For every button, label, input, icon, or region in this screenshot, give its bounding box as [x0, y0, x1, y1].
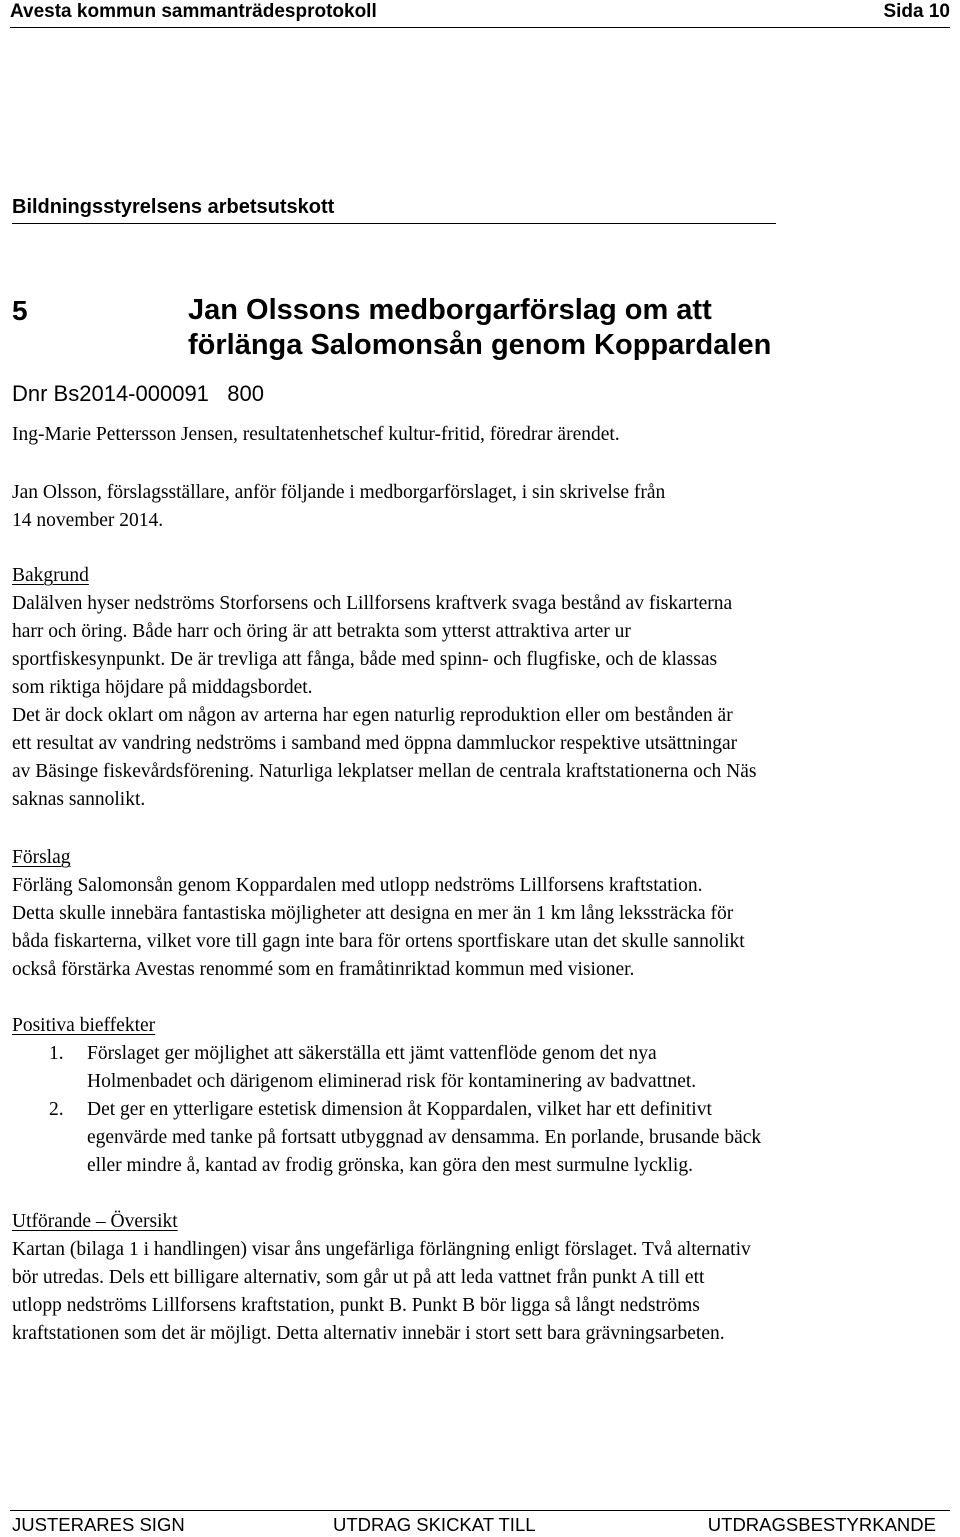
list-item-line: Holmenbadet och därigenom eliminerad risk för kontaminering av badvattnet.	[87, 1071, 697, 1092]
bakgrund-heading: Bakgrund	[12, 565, 89, 586]
section-positiva	[12, 1012, 952, 1180]
forslag-line: båda fiskarterna, vilket vore till gagn inte bara för ortens sportfiskare utan det skulle sannolikt	[12, 931, 745, 952]
committee-divider	[12, 223, 776, 224]
bakgrund-line: Det är dock oklart om någon av arterna har egen naturlig reproduktion eller om bestånden är	[12, 705, 733, 726]
utforande-line: Kartan (bilaga 1 i handlingen) visar åns ungefärliga förlängning enligt förslaget. Två alternativ	[12, 1239, 751, 1260]
intro-paragraph	[12, 421, 952, 449]
bakgrund-line: ett resultat av vandring nedströms i samband med öppna dammluckor respektive utsättningar	[12, 733, 738, 754]
section-number: 5	[12, 295, 28, 326]
forslag-heading: Förslag	[12, 847, 71, 868]
diary-number: Dnr Bs2014-000091 800	[12, 381, 264, 406]
utforande-line: kraftstationen som det är möjligt. Detta alternativ innebär i stort sett bara grävningsarbeten.	[12, 1323, 725, 1344]
list-item-line: Förslaget ger möjlighet att säkerställa ett jämt vattenflöde genom det nya	[87, 1043, 657, 1064]
section-forslag	[12, 844, 952, 984]
footer-divider	[10, 1510, 950, 1511]
bakgrund-line: saknas sannolikt.	[12, 789, 146, 810]
footer-utdragsbestyrkande: UTDRAGSBESTYRKANDE	[707, 1514, 936, 1535]
bakgrund-line: av Bäsinge fiskevårdsförening. Naturliga lekplatser mellan de centrala kraftstationerna och Näs	[12, 761, 757, 782]
forslag-line: också förstärka Avestas renommé som en framåtinriktad kommun med visioner.	[12, 959, 635, 980]
header-divider	[10, 27, 950, 28]
intro-line: 14 november 2014.	[12, 510, 164, 531]
forslag-line: Förläng Salomonsån genom Koppardalen med utlopp nedströms Lillforsens kraftstation.	[12, 875, 703, 896]
bakgrund-line: Dalälven hyser nedströms Storforsens och Lillforsens kraftverk svaga bestånd av fiskarterna	[12, 593, 733, 614]
section-title-line: Jan Olssons medborgarförslag om att	[188, 294, 712, 326]
bakgrund-line: sportfiskesynpunkt. De är trevliga att fånga, både med spinn- och flugfiske, och de klassas	[12, 649, 718, 670]
document-title: Avesta kommun sammanträdesprotokoll	[10, 1, 377, 22]
page-header	[10, 0, 950, 24]
footer-utdrag-skickat: UTDRAG SKICKAT TILL	[333, 1514, 536, 1535]
utforande-line: utlopp nedströms Lillforsens kraftstation, punkt B. Punkt B bör ligga så långt nedströms	[12, 1295, 700, 1316]
list-item-number: 1.	[49, 1043, 64, 1064]
list-item-number: 2.	[49, 1099, 64, 1120]
bakgrund-line: harr och öring. Både harr och öring är att betrakta som ytterst attraktiva arter ur	[12, 621, 631, 642]
list-item	[12, 1096, 952, 1180]
list-item-line: eller mindre å, kantad av frodig grönska, kan göra den mest surmulne lycklig.	[87, 1155, 693, 1176]
section-title-line: förlänga Salomonsån genom Koppardalen	[188, 329, 772, 361]
bakgrund-line: som riktiga höjdare på middagsbordet.	[12, 677, 313, 698]
forslag-line: Detta skulle innebära fantastiska möjligheter att designa en mer än 1 km lång lekssträcka för	[12, 903, 734, 924]
section-title	[188, 293, 948, 363]
committee-name: Bildningsstyrelsens arbetsutskott	[12, 196, 335, 218]
list-item-line: egenvärde med tanke på fortsatt utbyggnad av densamma. En porlande, brusande bäck	[87, 1127, 762, 1148]
utforande-line: bör utredas. Dels ett billigare alternativ, som går ut på att leda vattnet från punkt A till ett	[12, 1267, 705, 1288]
footer-justerares-sign: JUSTERARES SIGN	[12, 1514, 185, 1535]
list-item-line: Det ger en ytterligare estetisk dimension åt Koppardalen, vilket har ett definitivt	[87, 1099, 712, 1120]
intro-paragraph	[12, 479, 952, 535]
page-number: Sida 10	[883, 1, 950, 22]
section-bakgrund	[12, 562, 952, 814]
effects-list	[12, 1040, 952, 1180]
section-utforande	[12, 1208, 952, 1348]
intro-line: Jan Olsson, förslagsställare, anför följande i medborgarförslaget, i sin skrivelse från	[12, 482, 666, 503]
utforande-heading: Utförande – Översikt	[12, 1211, 178, 1232]
list-item	[12, 1040, 952, 1096]
positiva-heading: Positiva bieffekter	[12, 1015, 156, 1036]
intro-line: Ing-Marie Pettersson Jensen, resultatenhetschef kultur-fritid, föredrar ärendet.	[12, 424, 620, 445]
